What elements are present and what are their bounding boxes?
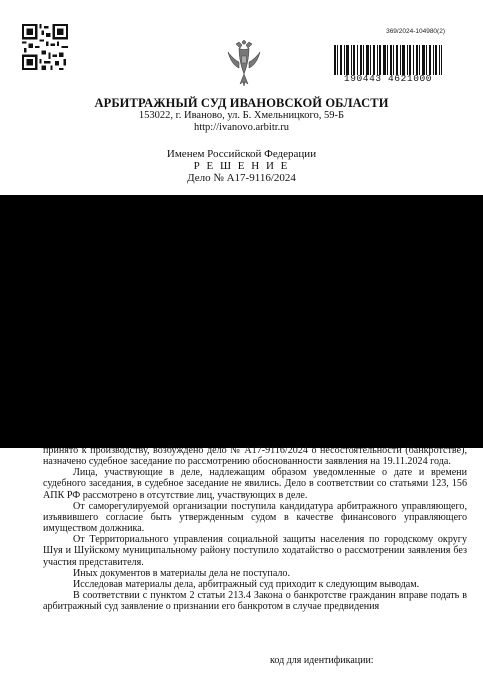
paragraph: От Территориального управления социальной защиты населения по городскому округу Шуя и Шуйскому муниципальному району поступило ходатайство о рассмотрении заявления без участия представителя.: [43, 534, 467, 568]
court-address: 153022, г. Иваново, ул. Б. Хмельницкого, 59-Б: [138, 110, 345, 121]
qr-code-icon: [22, 24, 68, 70]
redacted-block: [0, 195, 483, 448]
court-website: http://ivanovo.arbitr.ru: [193, 122, 290, 133]
barcode-icon: [334, 45, 442, 75]
court-name: АРБИТРАЖНЫЙ СУД ИВАНОВСКОЙ ОБЛАСТИ: [94, 96, 389, 110]
paragraph: принято к производству, возбуждено дело № А17-9116/2024 о несостоятельности (банкротстве), назначено судебное заседание по рассмотрению обоснованности заявления на 19.11.2024 года.: [43, 445, 467, 468]
paragraph: От саморегулируемой организации поступила кандидатура арбитражного управляющего, изъявившего согласие быть утвержденным судом в качестве финансового управляющего имуществом должника.: [43, 500, 467, 535]
case-number: Дело № А17-9116/2024: [187, 172, 296, 184]
russian-coat-of-arms-icon: [226, 40, 262, 88]
paragraph: В соответствии с пунктом 2 статьи 213.4 Закона о банкротстве гражданин вправе подать в арбитражный суд заявление о признании его банкротом в случае предвидения: [43, 590, 467, 613]
paragraph: Лица, участвующие в деле, надлежащим образом уведомленные о дате и времени судебного заседания, в судебное заседание не явились. Дело в соответствии со статьями 123, 156 АПК РФ рассмотрено в отсутствие лиц, участвующих в деле.: [43, 467, 467, 501]
decision-heading: Р Е Ш Е Н И Е: [193, 160, 290, 172]
decision-body: [43, 445, 467, 612]
identification-code-label: код для идентификации:: [270, 655, 374, 666]
paragraph: Исследовав материалы дела, арбитражный суд приходит к следующим выводам.: [73, 578, 420, 590]
in-name-heading: Именем Российской Федерации: [166, 148, 317, 160]
barcode-number: 190443 4621000: [343, 73, 433, 84]
paragraph: Иных документов в материалы дела не поступало.: [73, 567, 291, 579]
document-number: 369/2024-104980(2): [386, 28, 445, 35]
